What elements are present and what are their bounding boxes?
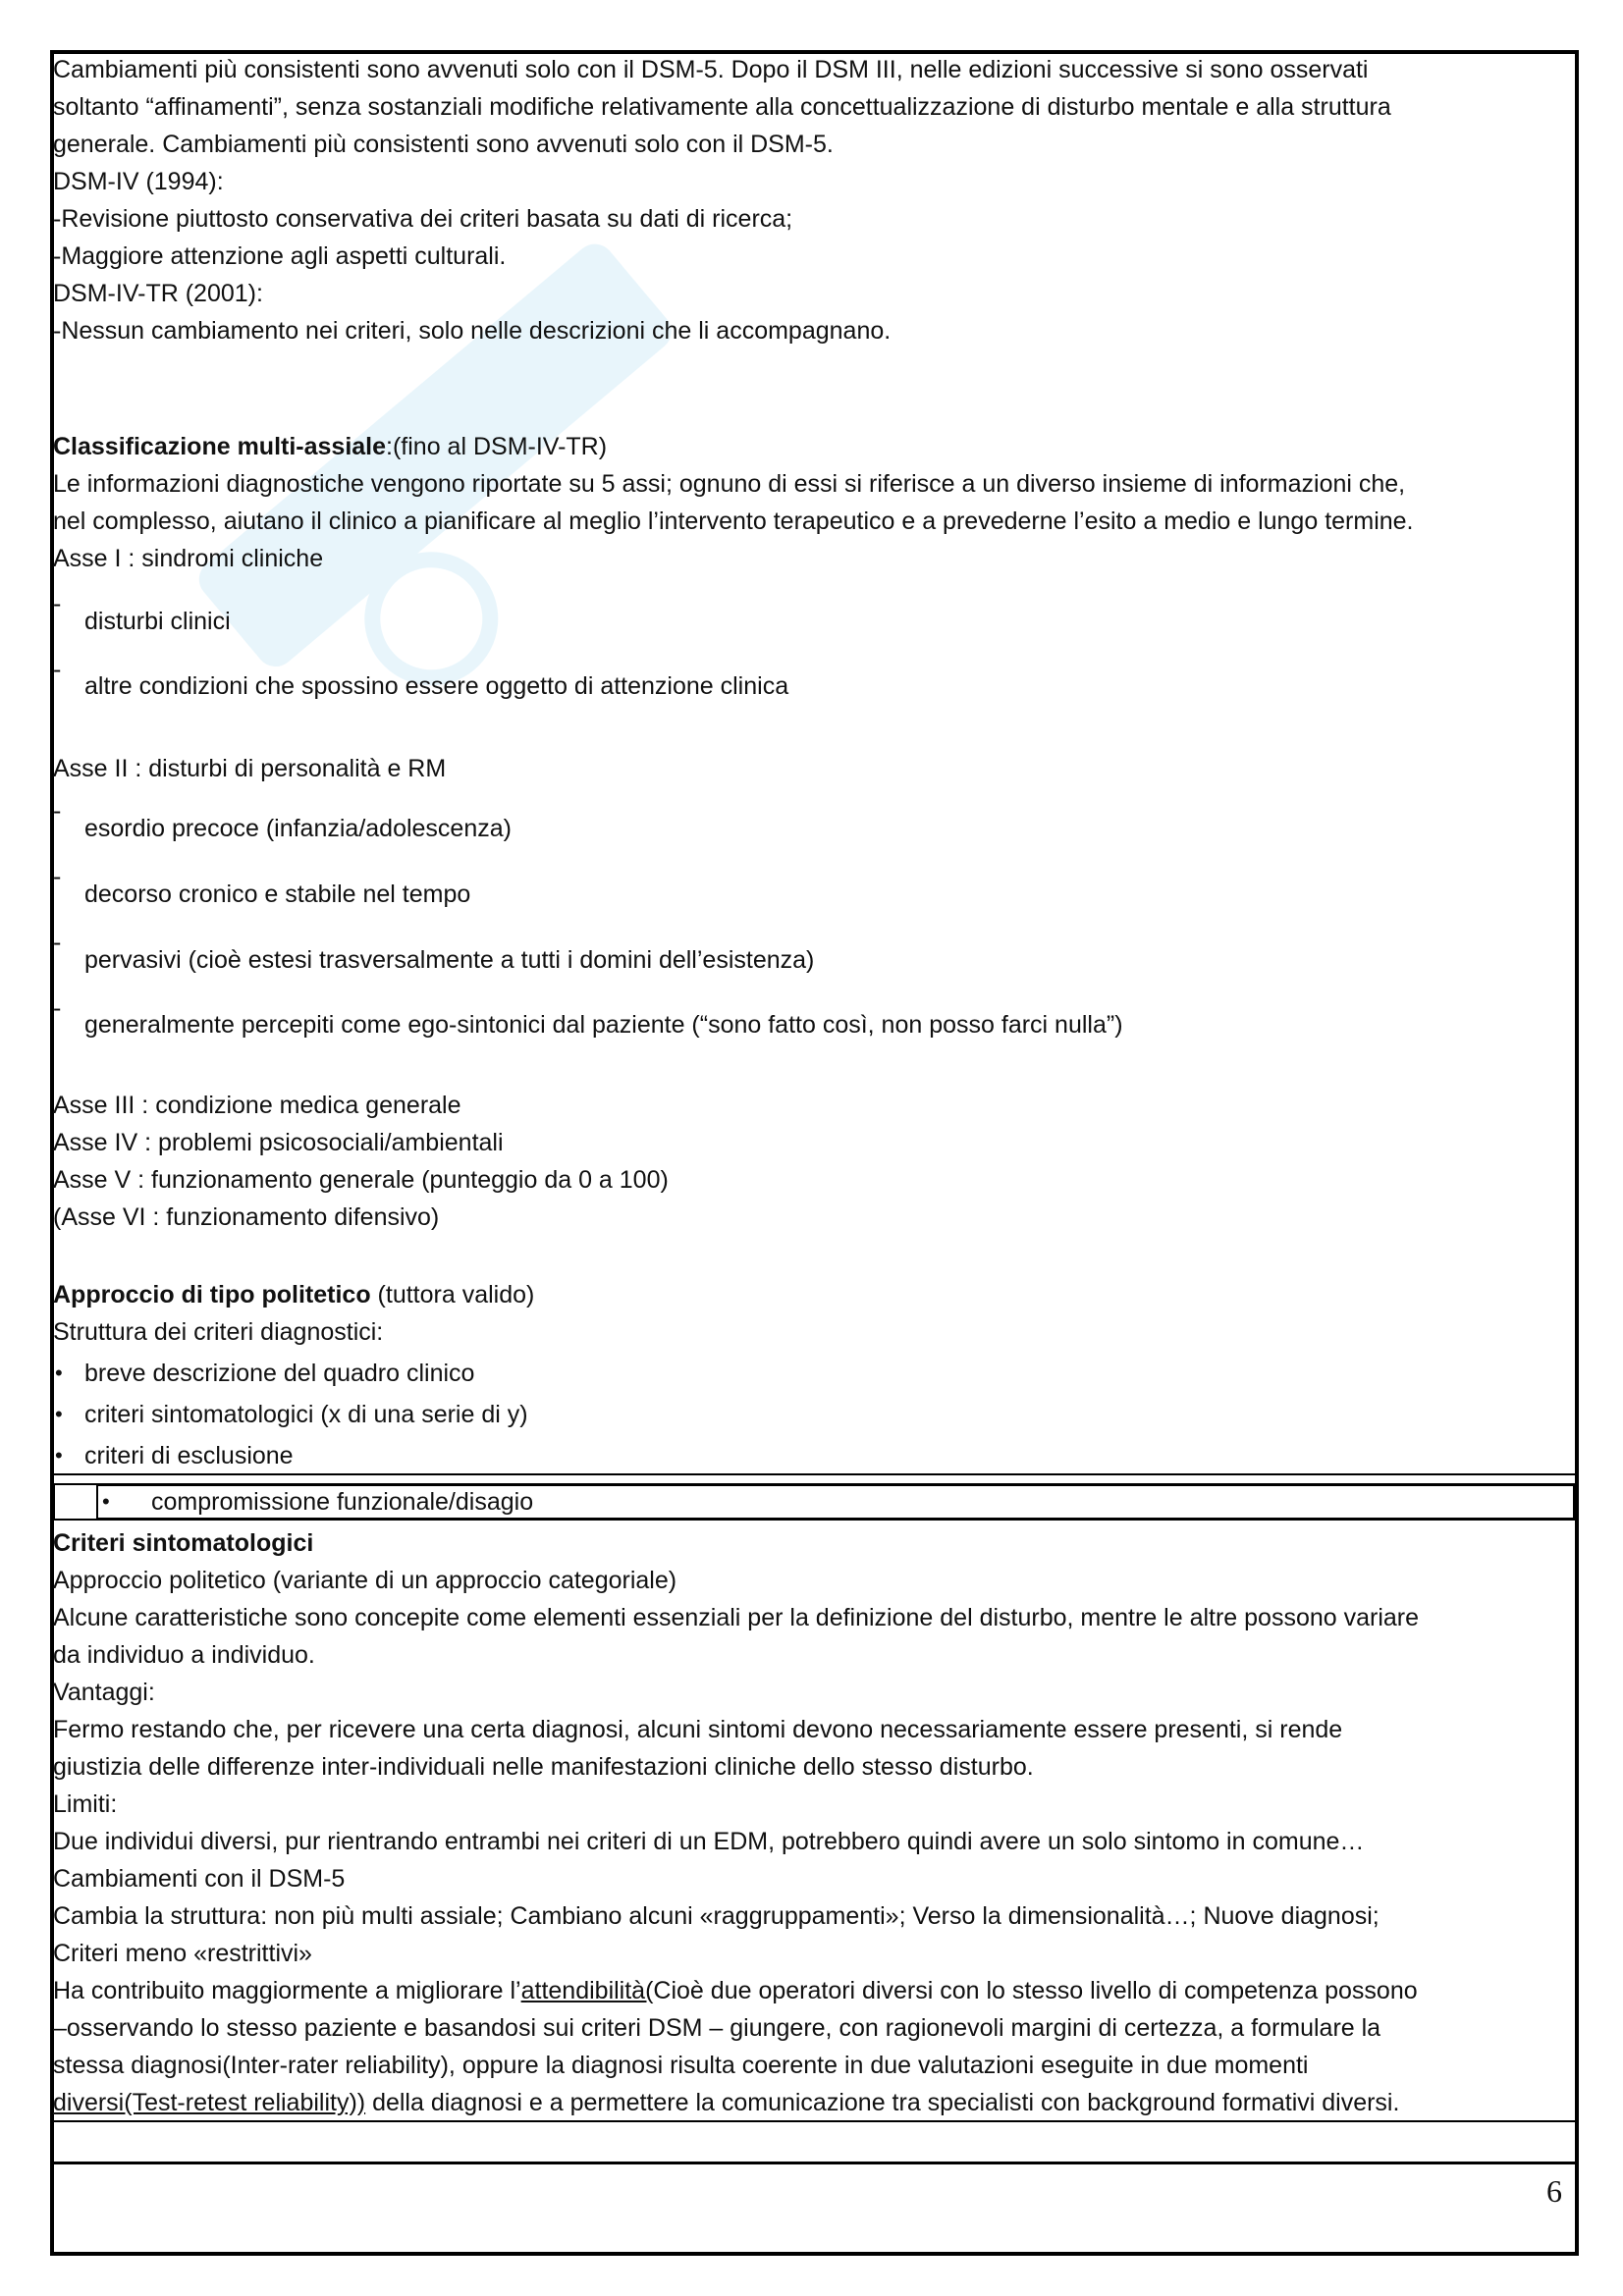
bullet-marker: • bbox=[102, 1489, 110, 1514]
paragraph-line: -Revisione piuttosto conservativa dei criteri basata su dati di ricerca; bbox=[53, 205, 793, 233]
divider bbox=[50, 1473, 1579, 1475]
bullet-marker: • bbox=[55, 1443, 63, 1468]
paragraph-line: DSM-IV-TR (2001): bbox=[53, 280, 263, 307]
paragraph-line: Ha contribuito maggiormente a migliorare l’attendibilità(Cioè due operatori diversi con lo stesso livello di competenza possono bbox=[53, 1977, 1418, 2004]
paragraph-line: Cambia la struttura: non più multi assiale; Cambiano alcuni «raggruppamenti»; Verso la dimensionalità…; Nuove diagnosi; bbox=[53, 1902, 1380, 1930]
asse-3-label: Asse III : condizione medica generale bbox=[53, 1092, 461, 1119]
list-item: altre condizioni che spossino essere oggetto di attenzione clinica bbox=[84, 672, 789, 700]
dash-marker: - bbox=[53, 656, 62, 683]
asse-4-label: Asse IV : problemi psicosociali/ambientali bbox=[53, 1129, 504, 1156]
paragraph-line: Cambiamenti più consistenti sono avvenuti solo con il DSM-5. Dopo il DSM III, nelle edizioni successive si sono osservati bbox=[53, 56, 1369, 83]
paragraph-line: DSM-IV (1994): bbox=[53, 168, 224, 195]
paragraph-line: Vantaggi: bbox=[53, 1679, 155, 1706]
paragraph-line: diversi(Test-retest reliability)) della diagnosi e a permettere la comunicazione tra specialisti con background formativi diversi. bbox=[53, 2089, 1400, 2116]
paragraph-line: Alcune caratteristiche sono concepite come elementi essenziali per la definizione del disturbo, mentre le altre possono variare bbox=[53, 1604, 1420, 1631]
dash-marker: - bbox=[53, 797, 62, 825]
paragraph-line: generale. Cambiamenti più consistenti sono avvenuti solo con il DSM-5. bbox=[53, 131, 834, 158]
dash-marker: - bbox=[53, 863, 62, 890]
list-item: generalmente percepiti come ego-sintonici dal paziente (“sono fatto così, non posso farci nulla”) bbox=[84, 1011, 1123, 1039]
paragraph-line: Criteri meno «restrittivi» bbox=[53, 1940, 312, 1967]
dash-marker: - bbox=[53, 994, 62, 1022]
paragraph-line: Struttura dei criteri diagnostici: bbox=[53, 1318, 384, 1346]
paragraph-line: giustizia delle differenze inter-individuali nelle manifestazioni cliniche dello stesso disturbo. bbox=[53, 1753, 1034, 1781]
paragraph-line: stessa diagnosi(Inter-rater reliability), oppure la diagnosi risulta coerente in due valutazioni eseguite in due momenti bbox=[53, 2052, 1309, 2079]
list-item: compromissione funzionale/disagio bbox=[151, 1488, 534, 1516]
page-number: 6 bbox=[1546, 2173, 1562, 2209]
list-item: criteri di esclusione bbox=[84, 1442, 294, 1469]
list-item: disturbi clinici bbox=[84, 608, 231, 635]
heading-politetico: Approccio di tipo politetico (tuttora valido) bbox=[53, 1281, 535, 1308]
asse-2-label: Asse II : disturbi di personalità e RM bbox=[53, 755, 447, 782]
paragraph-line: soltanto “affinamenti”, senza sostanziali modifiche relativamente alla concettualizzazione di disturbo mentale e alla struttura bbox=[53, 93, 1391, 121]
paragraph-line: Approccio politetico (variante di un approccio categoriale) bbox=[53, 1567, 677, 1594]
bullet-marker: • bbox=[55, 1402, 63, 1426]
asse-1-label: Asse I : sindromi cliniche bbox=[53, 545, 324, 572]
list-item: breve descrizione del quadro clinico bbox=[84, 1360, 475, 1387]
list-item: pervasivi (cioè estesi trasversalmente a tutti i domini dell’esistenza) bbox=[84, 946, 815, 974]
divider bbox=[50, 2162, 1579, 2164]
paragraph-line: Le informazioni diagnostiche vengono riportate su 5 assi; ognuno di essi si riferisce a un diverso insieme di informazioni che, bbox=[53, 470, 1406, 498]
paragraph-line: Cambiamenti con il DSM-5 bbox=[53, 1865, 346, 1893]
paragraph-line: Due individui diversi, pur rientrando entrambi nei criteri di un EDM, potrebbero quindi avere un solo sintomo in comune… bbox=[53, 1828, 1365, 1855]
paragraph-line: Fermo restando che, per ricevere una certa diagnosi, alcuni sintomi devono necessariamente essere presenti, si rende bbox=[53, 1716, 1343, 1743]
heading-multiassiale: Classificazione multi-assiale:(fino al DSM-IV-TR) bbox=[53, 433, 608, 460]
paragraph-line: –osservando lo stesso paziente e basandosi sui criteri DSM – giungere, con ragionevoli margini di certezza, a formulare la bbox=[53, 2014, 1381, 2042]
asse-6-label: (Asse VI : funzionamento difensivo) bbox=[53, 1203, 440, 1231]
list-item: criteri sintomatologici (x di una serie di y) bbox=[84, 1401, 528, 1428]
heading-criteri: Criteri sintomatologici bbox=[53, 1529, 314, 1557]
asse-5-label: Asse V : funzionamento generale (punteggio da 0 a 100) bbox=[53, 1166, 669, 1194]
divider bbox=[50, 2120, 1579, 2122]
paragraph-line: nel complesso, aiutano il clinico a pianificare al meglio l’intervento terapeutico e a prevederne l’esito a medio e lungo termine. bbox=[53, 507, 1414, 535]
paragraph-line: -Maggiore attenzione agli aspetti culturali. bbox=[53, 242, 507, 270]
dash-marker: - bbox=[53, 929, 62, 956]
bullet-marker: • bbox=[55, 1361, 63, 1385]
list-item: decorso cronico e stabile nel tempo bbox=[84, 881, 471, 908]
paragraph-line: da individuo a individuo. bbox=[53, 1641, 315, 1669]
list-item: esordio precoce (infanzia/adolescenza) bbox=[84, 815, 512, 842]
dash-marker: - bbox=[53, 590, 62, 617]
paragraph-line: Limiti: bbox=[53, 1790, 118, 1818]
paragraph-line: -Nessun cambiamento nei criteri, solo nelle descrizioni che li accompagnano. bbox=[53, 317, 892, 345]
